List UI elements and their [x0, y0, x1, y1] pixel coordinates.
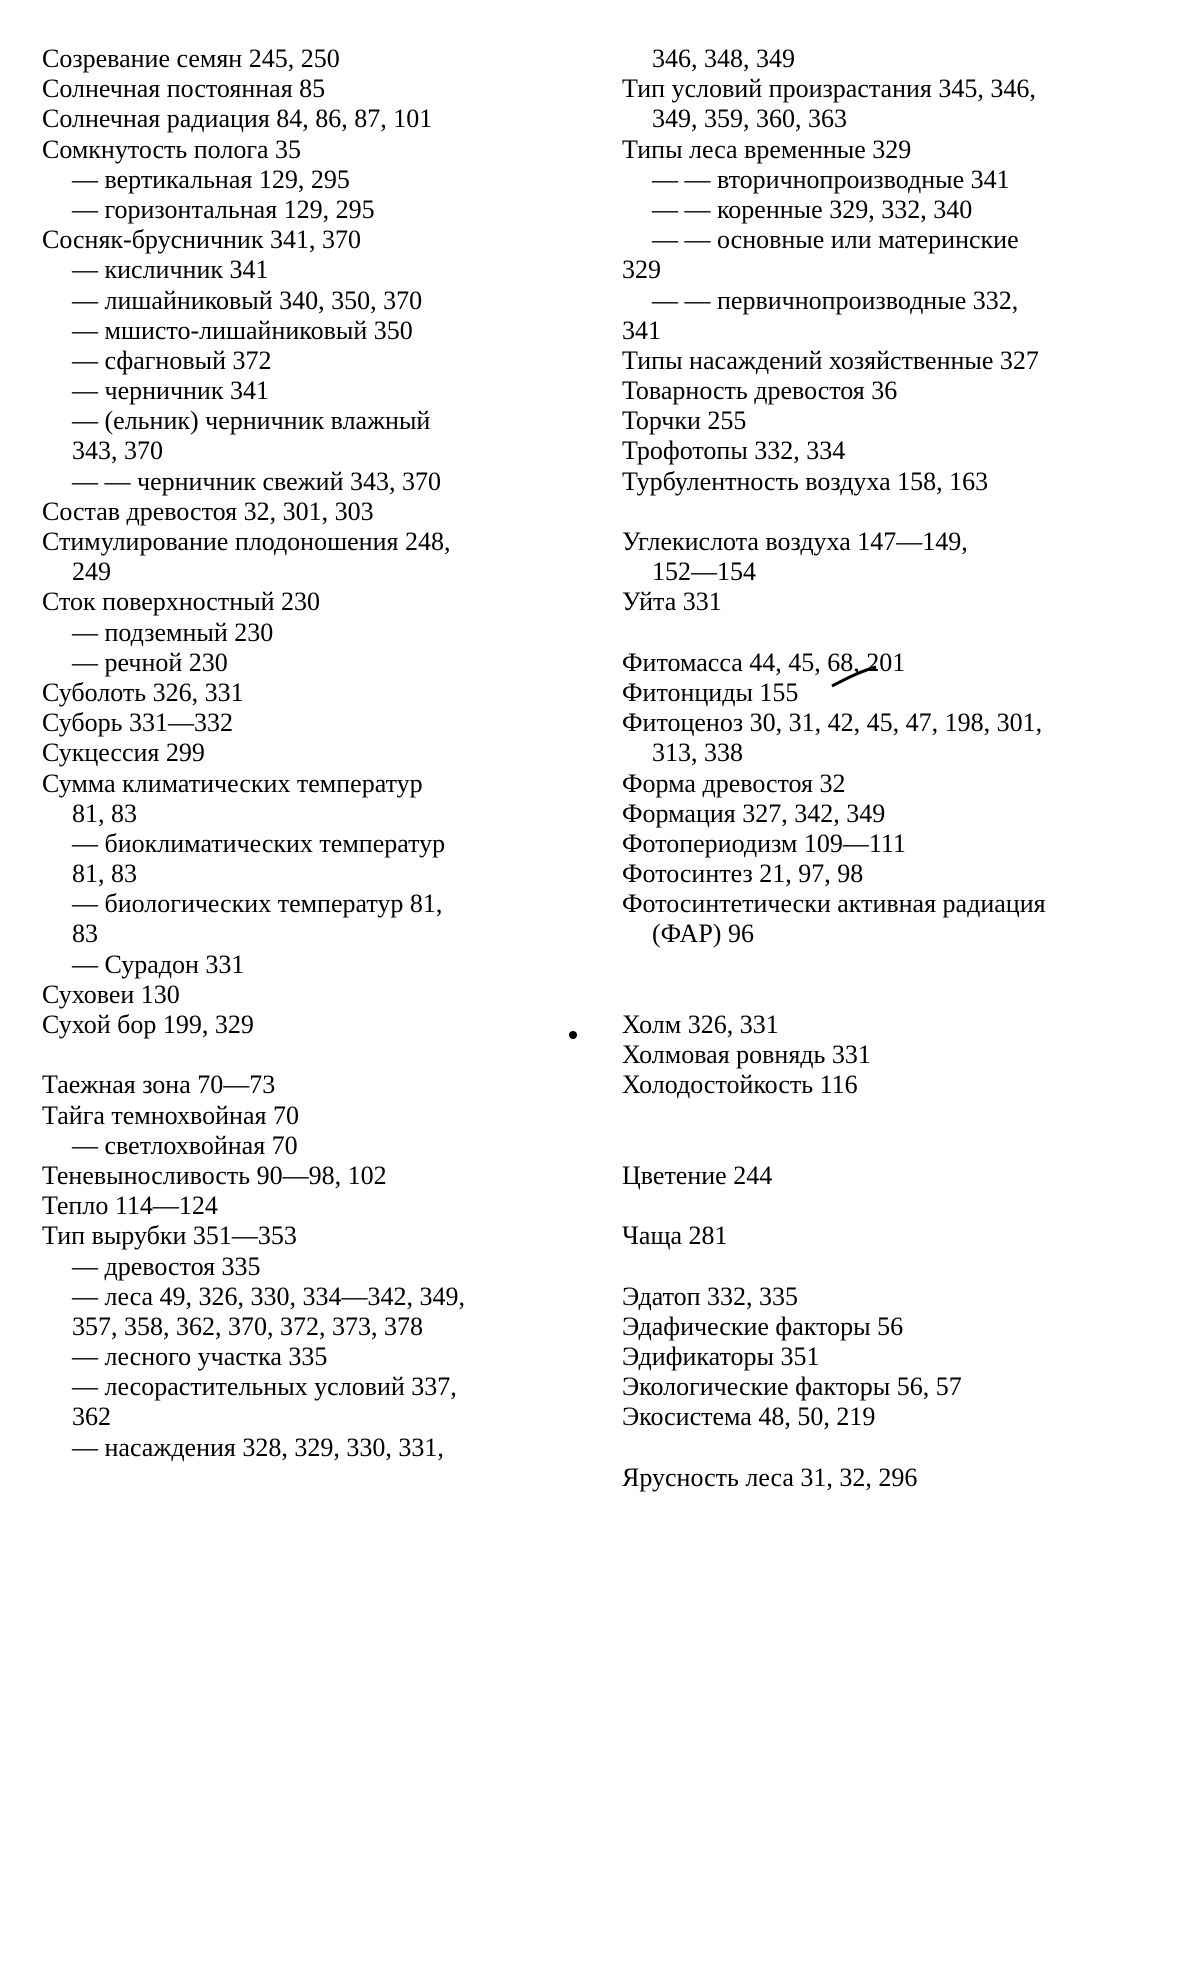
index-subentry: — — коренные 329, 332, 340	[652, 194, 973, 224]
index-entry: Типы леса временные 329	[622, 134, 912, 164]
index-entry: Тип условий произрастания 345, 346,	[622, 74, 1036, 104]
index-continuation: 81, 83	[72, 859, 137, 889]
index-continuation: 349, 359, 360, 363	[652, 104, 847, 134]
index-entry: Холм 326, 331	[622, 1010, 779, 1039]
index-subentry: — светлохвойная 70	[72, 1130, 298, 1160]
section-gap	[622, 1252, 1158, 1282]
index-entry: Тепло 114—124	[42, 1191, 218, 1221]
index-entry: Холмовая ровнядь 331	[622, 1040, 871, 1070]
index-continuation: 329	[622, 255, 661, 285]
index-subentry: — — основные или материнские	[652, 225, 1019, 255]
index-entry: Трофотопы 332, 334	[622, 436, 846, 466]
index-entry: Ярусность леса 31, 32, 296	[622, 1462, 918, 1492]
index-entry: Созревание семян 245, 250	[42, 44, 340, 73]
index-continuation: 81, 83	[72, 798, 137, 828]
index-entry: Экосистема 48, 50, 219	[622, 1402, 876, 1432]
pen-stroke-mark	[830, 664, 880, 690]
index-continuation: 313, 338	[652, 738, 743, 768]
index-subentry: — лесного участка 335	[72, 1342, 328, 1372]
section-gap	[622, 1191, 1158, 1221]
section-gap	[622, 497, 1158, 527]
index-entry: Сток поверхностный 230	[42, 587, 320, 617]
index-entry: Типы насаждений хозяйственные 327	[622, 345, 1039, 375]
index-continuation: 357, 358, 362, 370, 372, 373, 378	[72, 1311, 423, 1341]
index-entry: Формация 327, 342, 349	[622, 798, 886, 828]
index-continuation: (ФАР) 96	[652, 919, 754, 949]
index-subentry: — мшисто-лишайниковый 350	[72, 315, 413, 345]
index-subentry: — черничник 341	[72, 376, 269, 406]
index-entry: Эдификаторы 351	[622, 1342, 820, 1372]
index-entry: Фотопериодизм 109—111	[622, 828, 906, 858]
index-entry: Суболоть 326, 331	[42, 677, 244, 707]
index-subentry: — — черничник свежий 343, 370	[72, 466, 441, 496]
index-entry: Сумма климатических температур	[42, 768, 423, 798]
index-continuation: 341	[622, 315, 661, 345]
index-entry: Торчки 255	[622, 406, 747, 436]
index-entry: Суборь 331—332	[42, 708, 233, 738]
ink-speck-mark	[566, 1028, 580, 1042]
index-continuation: 83	[72, 919, 98, 949]
section-gap	[42, 1040, 582, 1070]
index-entry: Сомкнутость полога 35	[42, 134, 302, 164]
index-entry: Теневыносливость 90—98, 102	[42, 1160, 387, 1190]
index-entry: Цветение 244	[622, 1160, 773, 1190]
index-entry: Суховеи 130	[42, 979, 180, 1009]
index-entry: Чаща 281	[622, 1221, 728, 1251]
index-subentry: — древостоя 335	[72, 1251, 261, 1281]
index-entry: Фитоценоз 30, 31, 42, 45, 47, 198, 301,	[622, 708, 1043, 738]
index-entry: Эдатоп 332, 335	[622, 1281, 799, 1311]
index-entry: Сукцессия 299	[42, 738, 205, 768]
index-subentry: — биологических температур 81,	[72, 889, 443, 919]
index-entry: Стимулирование плодоношения 248,	[42, 527, 451, 556]
index-subentry: — речной 230	[72, 647, 228, 677]
index-subentry: — насаждения 328, 329, 330, 331,	[72, 1432, 444, 1462]
index-subentry: — вертикальная 129, 295	[72, 164, 350, 194]
index-subentry: — сфагновый 372	[72, 345, 272, 375]
index-entry: Фитомасса 44, 45, 68, 201	[622, 647, 906, 677]
index-continuation: 346, 348, 349	[652, 44, 795, 73]
index-entry: Холодостойкость 116	[622, 1070, 858, 1100]
index-entry: Сухой бор 199, 329	[42, 1010, 254, 1039]
index-entry: Эдафические факторы 56	[622, 1311, 904, 1341]
index-entry: Форма древостоя 32	[622, 768, 846, 798]
index-entry: Сосняк-брусничник 341, 370	[42, 225, 361, 255]
index-entry: Тип вырубки 351—353	[42, 1221, 297, 1251]
section-gap	[622, 1433, 1158, 1463]
right-index-column	[622, 44, 1158, 1493]
section-gap	[622, 980, 1158, 1010]
index-subentry: — — вторичнопроизводные 341	[652, 164, 1010, 194]
index-subentry: — — первичнопроизводные 332,	[652, 285, 1019, 315]
index-entry: Солнечная радиация 84, 86, 87, 101	[42, 104, 433, 134]
index-continuation: 343, 370	[72, 436, 163, 466]
index-entry: Углекислота воздуха 147—149,	[622, 527, 968, 556]
index-continuation: 249	[72, 557, 111, 587]
index-entry: Тайга темнохвойная 70	[42, 1100, 299, 1130]
index-continuation: 362	[72, 1402, 111, 1432]
index-entry: Фотосинтез 21, 97, 98	[622, 859, 864, 889]
index-subentry: — горизонтальная 129, 295	[72, 194, 375, 224]
index-subentry: — Сурадон 331	[72, 949, 245, 979]
index-subentry: — лишайниковый 340, 350, 370	[72, 285, 423, 315]
index-subentry: — подземный 230	[72, 617, 274, 647]
index-entry: Фотосинтетически активная радиация	[622, 889, 1046, 919]
section-gap	[622, 1131, 1158, 1161]
index-subentry: — леса 49, 326, 330, 334—342, 349,	[72, 1281, 466, 1311]
index-subentry: — (ельник) черничник влажный	[72, 406, 431, 436]
section-gap	[622, 1101, 1158, 1131]
index-entry: Товарность древостоя 36	[622, 376, 898, 406]
index-entry: Таежная зона 70—73	[42, 1070, 276, 1100]
index-subentry: — лесорастительных условий 337,	[72, 1372, 457, 1402]
index-subentry: — биоклиматических температур	[72, 828, 446, 858]
index-entry: Экологические факторы 56, 57	[622, 1372, 962, 1402]
index-continuation: 152—154	[652, 557, 756, 587]
left-index-column	[42, 44, 582, 1463]
index-subentry: — кисличник 341	[72, 255, 269, 285]
index-entry: Фитонциды 155	[622, 677, 799, 707]
index-entry: Уйта 331	[622, 587, 722, 617]
index-entry: Турбулентность воздуха 158, 163	[622, 466, 989, 496]
section-gap	[622, 950, 1158, 980]
index-entry: Солнечная постоянная 85	[42, 74, 326, 104]
section-gap	[622, 618, 1158, 648]
index-entry: Состав древостоя 32, 301, 303	[42, 496, 374, 526]
